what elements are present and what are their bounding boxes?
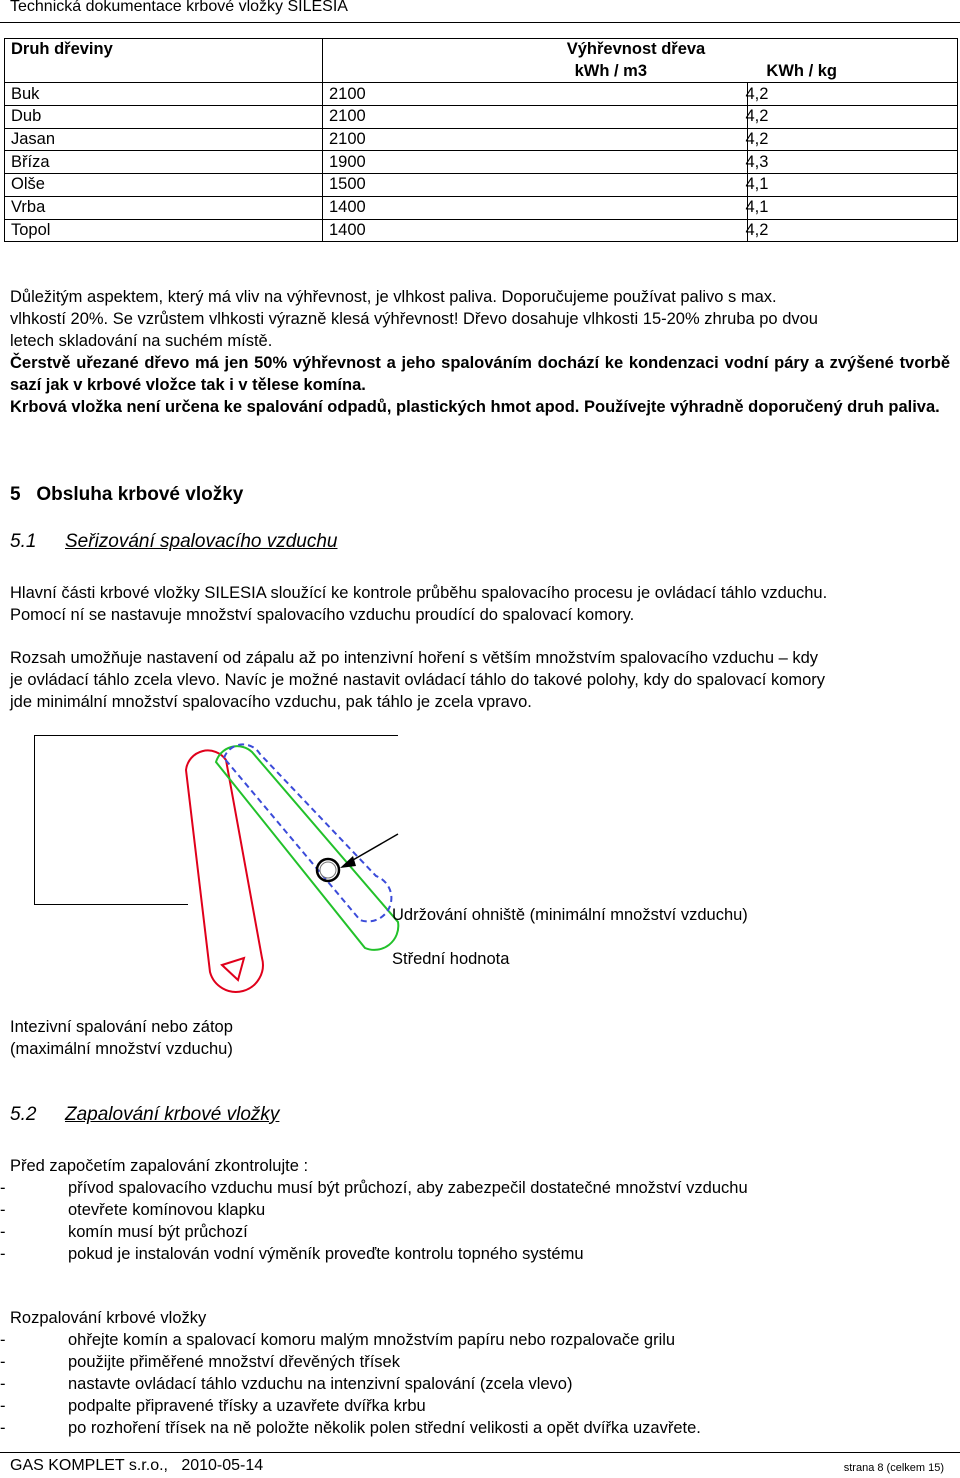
footer-page-number: strana 8 (celkem 15) (843, 1462, 944, 1474)
cell-kg: 4,2 (747, 83, 958, 106)
bullet-dash: - (0, 1245, 6, 1263)
cell-m3: 1400 (323, 219, 748, 242)
para-line: Pomocí ní se nastavuje množství spalovacího vzduchu proudící do spalovací komory. (10, 606, 635, 624)
label-min-air: Udržování ohniště (minimální množství vzduchu) (392, 906, 748, 924)
list-item (0, 1177, 748, 1199)
moisture-line-3: letech skladování na suchém místě. (10, 332, 273, 350)
list-item-text: použijte přiměřené množství dřevěných třísek (68, 1353, 400, 1371)
waste-warning: Krbová vložka není určena ke spalování odpadů, plastických hmot apod. Používejte výhradně doporučený druh paliva. (10, 398, 940, 416)
list-item-text: podpalte připravené třísky a uzavřete dvířka krbu (68, 1397, 426, 1415)
table-row (5, 219, 958, 242)
bullet-dash: - (0, 1397, 6, 1415)
bullet-dash: - (0, 1179, 6, 1197)
list-item (0, 1417, 701, 1439)
cell-wood: Olše (5, 174, 323, 197)
cell-kg: 4,3 (747, 151, 958, 174)
pivot-inner (320, 862, 336, 878)
col-header-kwh-kg: KWh / kg (747, 61, 958, 83)
list-item-text: komín musí být průchozí (68, 1223, 248, 1241)
range-paragraph (10, 647, 950, 713)
bullet-dash: - (0, 1375, 6, 1393)
moisture-paragraph (10, 286, 950, 352)
control-rod-paragraph (10, 582, 950, 626)
cell-kg: 4,2 (747, 106, 958, 129)
table-row (5, 106, 958, 129)
cell-m3: 2100 (323, 106, 748, 129)
footer-company-date: GAS KOMPLET s.r.o., 2010-05-14 (10, 1457, 264, 1474)
col-header-wood: Druh dřeviny (5, 39, 323, 83)
cell-m3: 2100 (323, 128, 748, 151)
list-item-text: otevřete komínovou klapku (68, 1201, 266, 1219)
bullet-dash: - (0, 1353, 6, 1371)
lever-middle (216, 746, 398, 950)
para-line: Rozsah umožňuje nastavení od zápalu až po intenzivní hoření s větším množstvím spalovacího vzduchu – kdy (10, 649, 819, 667)
section-5-1-heading (10, 531, 338, 553)
col-header-kwh-m3: kWh / m3 (323, 61, 748, 83)
list-item (0, 1329, 676, 1351)
label-max-air (10, 1016, 233, 1060)
list-item-text: přívod spalovacího vzduchu musí být průchozí, aby zabezpečil dostatečné množství vzduchu (68, 1179, 748, 1197)
list-item-text: ohřejte komín a spalovací komoru malým množstvím papíru nebo rozpalovače grilu (68, 1331, 676, 1349)
cell-kg: 4,2 (747, 128, 958, 151)
moisture-line-1: Důležitým aspektem, který má vliv na výhřevnost, je vlhkost paliva. Doporučujeme používat palivo s max. (10, 288, 777, 306)
para-line: Hlavní části krbové vložky SILESIA sloužící ke kontrole průběhu spalovacího procesu je ovládací táhlo vzduchu. (10, 584, 828, 602)
section-5-1-title: Seřizování spalovacího vzduchu (65, 531, 338, 552)
bullet-dash: - (0, 1201, 6, 1219)
cell-wood: Vrba (5, 196, 323, 219)
ignition-title: Rozpalování krbové vložky (10, 1309, 207, 1327)
cell-wood: Bříza (5, 151, 323, 174)
section-5-2-heading (10, 1104, 279, 1126)
list-item (0, 1221, 248, 1243)
col-header-heating: Výhřevnost dřeva (323, 39, 958, 61)
cell-wood: Dub (5, 106, 323, 129)
list-item (0, 1373, 573, 1395)
diagram-frame-top (34, 735, 398, 736)
air-control-diagram (160, 740, 400, 1005)
list-item (0, 1243, 584, 1265)
table-row (5, 196, 958, 219)
cell-kg: 4,1 (747, 196, 958, 219)
section-5-1-number: 5.1 (10, 531, 37, 552)
table-row (5, 174, 958, 197)
para-line: jde minimální množství spalovacího vzduchu, pak táhlo je zcela vpravo. (10, 693, 532, 711)
list-item (0, 1395, 426, 1417)
section-5-2-number: 5.2 (10, 1104, 37, 1125)
list-item-text: nastavte ovládací táhlo vzduchu na intenzivní spalování (zcela vlevo) (68, 1375, 573, 1393)
cell-kg: 4,1 (747, 174, 958, 197)
cell-m3: 1500 (323, 174, 748, 197)
cell-m3: 1400 (323, 196, 748, 219)
bullet-dash: - (0, 1331, 6, 1349)
cell-m3: 2100 (323, 83, 748, 106)
list-item (0, 1199, 266, 1221)
ignition-steps (0, 1329, 910, 1439)
section-5-title: 5 Obsluha krbové vložky (10, 484, 244, 505)
bullet-dash: - (0, 1223, 6, 1241)
table-row (5, 83, 958, 106)
cell-m3: 1900 (323, 151, 748, 174)
fresh-wood-warning: Čerstvě uřezané dřevo má jen 50% výhřevnost a jeho spalováním dochází ke kondenzaci vodní páry a zvýšené tvorbě sazí jak v krbové vložce tak i v tělese komína. (10, 354, 950, 394)
lever-min-air (224, 744, 391, 921)
table-row (5, 128, 958, 151)
section-5-2-title: Zapalování krbové vložky (65, 1104, 280, 1125)
diagram-frame-left (34, 735, 35, 905)
bullet-dash: - (0, 1419, 6, 1437)
heating-value-table (4, 38, 958, 242)
list-item (0, 1351, 400, 1373)
list-item-text: po rozhoření třísek na ně položte několik polen střední velikosti a opět dvířka uzavřete. (68, 1419, 701, 1437)
page-header: Technická dokumentace krbové vložky SILESIA (10, 0, 348, 15)
cell-wood: Buk (5, 83, 323, 106)
header-rule (0, 22, 960, 23)
cell-wood: Topol (5, 219, 323, 242)
precheck-intro: Před započetím zapalování zkontrolujte : (10, 1157, 309, 1175)
footer-rule (0, 1452, 960, 1453)
list-item-text: pokud je instalován vodní výměník proveďte kontrolu topného systému (68, 1245, 584, 1263)
lever-max-air (186, 750, 263, 991)
para-line: je ovládací táhlo zcela vlevo. Navíc je možné nastavit ovládací táhlo do takové polohy, kdy do spalovací komory (10, 671, 826, 689)
table-row (5, 151, 958, 174)
label-middle: Střední hodnota (392, 950, 510, 968)
label-max-line-2: (maximální množství vzduchu) (10, 1040, 233, 1058)
cell-kg: 4,2 (747, 219, 958, 242)
label-max-line-1: Intezivní spalování nebo zátop (10, 1018, 233, 1036)
cell-wood: Jasan (5, 128, 323, 151)
precheck-list (0, 1177, 910, 1267)
moisture-line-2: vlhkostí 20%. Se vzrůstem vlhkosti výrazně klesá výhřevnost! Dřevo dosahuje vlhkosti 15-20% zhruba po dvou (10, 310, 818, 328)
